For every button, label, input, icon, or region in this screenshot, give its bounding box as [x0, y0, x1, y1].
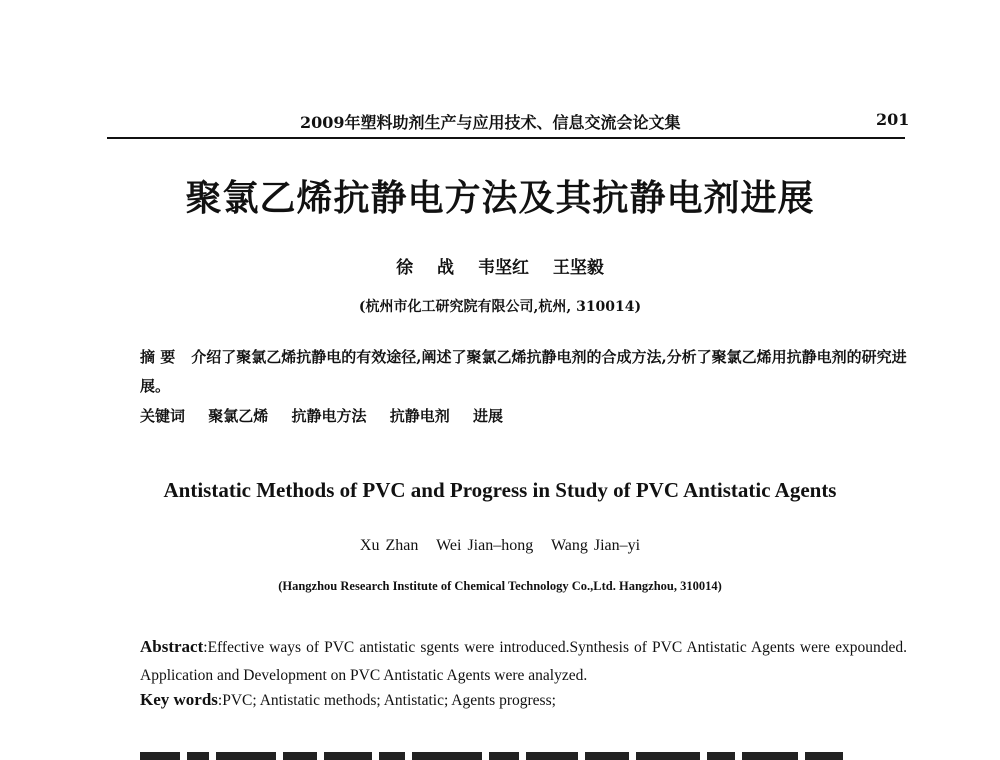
paper-title-english: Antistatic Methods of PVC and Progress in Study of PVC Antistatic Agents: [163, 478, 837, 502]
keywords-label-chinese: 关键词: [140, 407, 186, 425]
keyword: 抗静电剂: [389, 407, 450, 425]
keywords-chinese: [140, 405, 900, 426]
author-name: Wei Jian–hong: [436, 537, 534, 554]
running-header: 2009年塑料助剂生产与应用技术、信息交流会论文集: [300, 113, 681, 132]
affiliation-english: (Hangzhou Research Institute of Chemical Technology Co.,Ltd. Hangzhou, 310014): [278, 579, 722, 593]
abstract-separator: :: [203, 639, 208, 656]
keywords-label-english: Key words: [140, 690, 218, 709]
author-name: 徐 战: [396, 258, 455, 278]
abstract-chinese: [107, 343, 907, 401]
keywords-text-english: PVC; Antistatic methods; Antistatic; Agents progress;: [222, 692, 556, 709]
paper-title-chinese: 聚氯乙烯抗静电方法及其抗静电剂进展: [185, 177, 815, 219]
abstract-label-chinese: 摘 要: [140, 348, 176, 366]
author-list-chinese: [100, 253, 900, 278]
keyword: 进展: [473, 407, 504, 425]
truncated-body-text: [140, 752, 910, 760]
keyword: 聚氯乙烯: [208, 407, 269, 425]
author-name: Wang Jian–yi: [550, 537, 641, 554]
author-name: 韦坚红: [477, 258, 529, 278]
author-list-english: [100, 537, 900, 555]
header-rule: [107, 137, 905, 139]
page-number: 201: [876, 110, 910, 129]
keywords-separator: :: [217, 692, 223, 709]
affiliation-chinese: (杭州市化工研究院有限公司,杭州, 310014): [358, 299, 642, 315]
keywords-english: [140, 690, 900, 710]
abstract-text-english: Effective ways of PVC antistatic sgents were introduced.Synthesis of PVC Antistatic Agents were expounded. Application and Development on PVC Antistatic Agents were analyzed.: [140, 639, 907, 684]
abstract-text-chinese: 介绍了聚氯乙烯抗静电的有效途径,阐述了聚氯乙烯抗静电剂的合成方法,分析了聚氯乙烯用抗静电剂的研究进展。: [140, 348, 907, 395]
abstract-label-english: Abstract: [140, 637, 204, 656]
abstract-english: [107, 633, 907, 690]
author-name: 王坚毅: [552, 258, 604, 278]
author-name: Xu Zhan: [359, 537, 419, 554]
keyword: 抗静电方法: [291, 407, 367, 425]
